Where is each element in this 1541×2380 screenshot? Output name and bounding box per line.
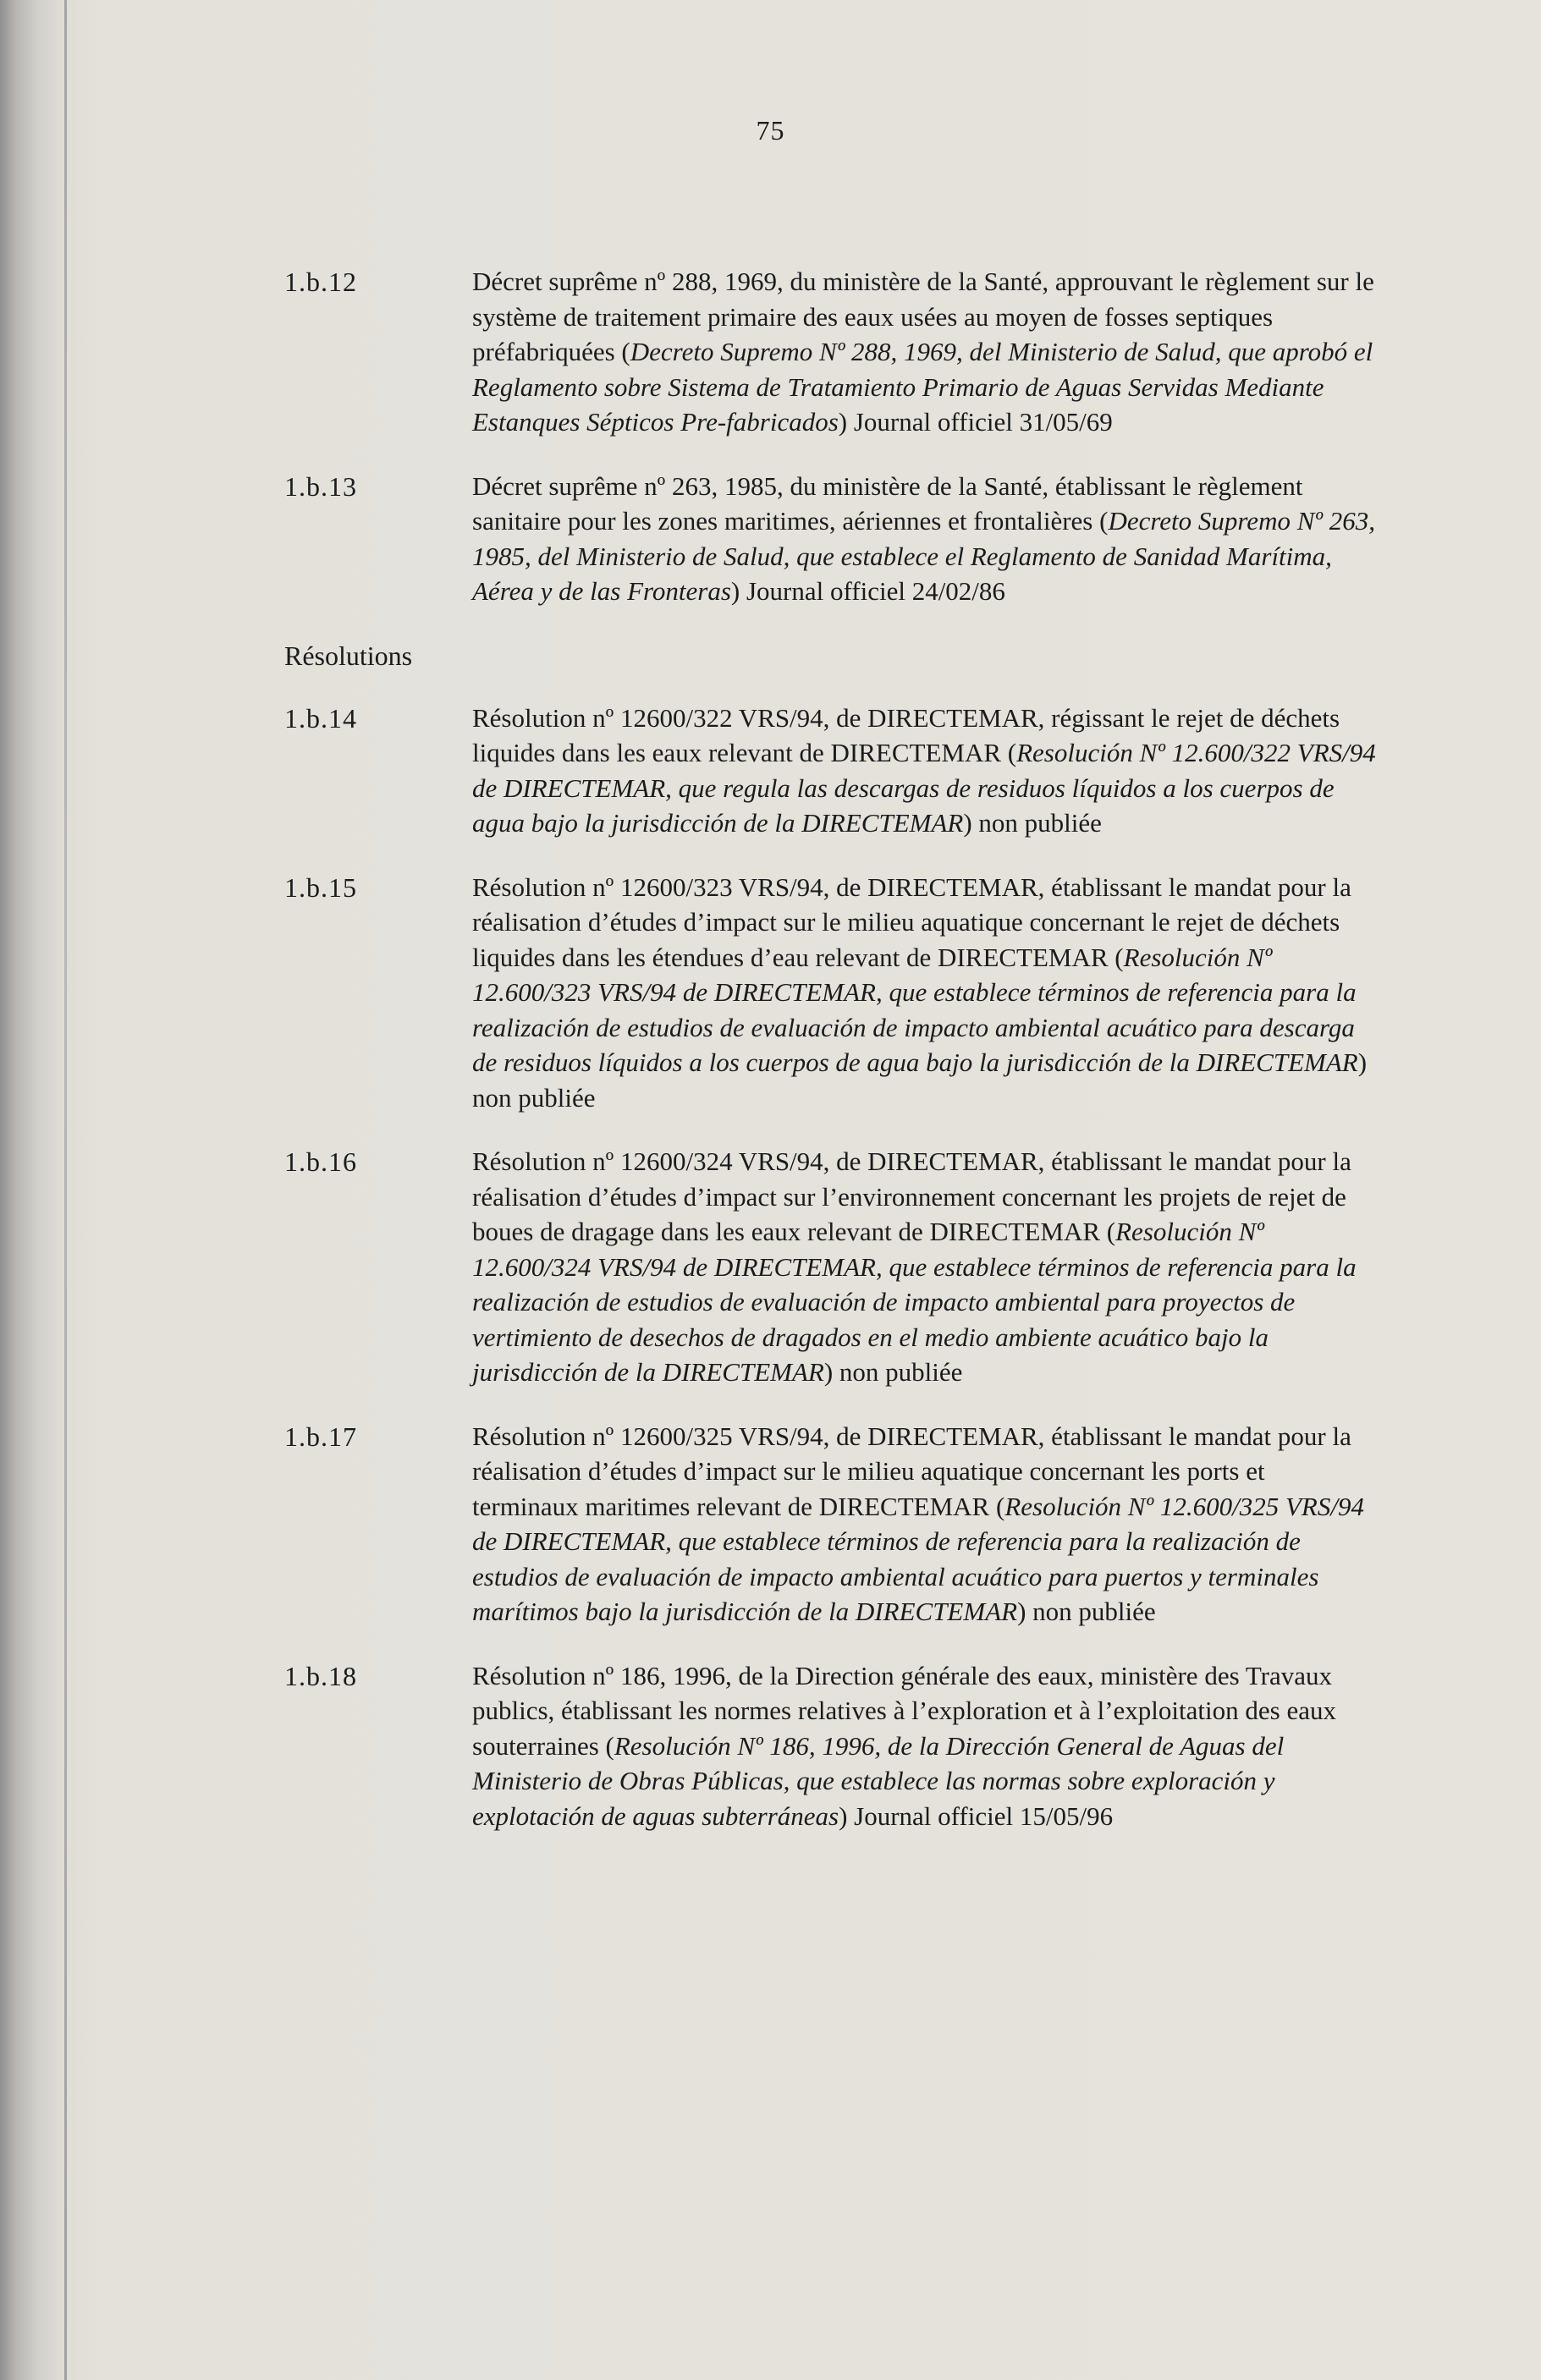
entry-1-b-15 [284,870,1376,1116]
entry-text [472,1419,1376,1630]
entry-text-italic: Resolución Nº 12.600/325 VRS/94 de DIRECTEMAR, que establece términos de referencia para la realización de estudios de evaluación de impacto ambiental acuático para puertos y terminales marítimos bajo la jurisdicción de la DIRECTEMAR [472,1491,1364,1626]
entry-text-plain: Résolution nº 12600/325 VRS/94, de DIRECTEMAR, établissant le mandat pour la réalisation d’études d’impact sur le milieu aquatique concernant les ports et terminaux maritimes relevant de DIRECTEMAR ( [472,1421,1351,1521]
entry-text-plain: Décret suprême nº 288, 1969, du ministère de la Santé, approuvant le règlement sur le système de traitement primaire des eaux usées au moyen de fosses septiques préfabriquées ( [472,267,1374,366]
entry-text-plain: Résolution nº 12600/322 VRS/94, de DIRECTEMAR, régissant le rejet de déchets liquides dans les eaux relevant de DIRECTEMAR ( [472,702,1340,767]
entry-text [472,870,1376,1116]
section-heading: Résolutions [284,640,413,671]
entry-text-plain: Résolution nº 12600/323 VRS/94, de DIRECTEMAR, établissant le mandat pour la réalisation d’études d’impact sur le milieu aquatique concernant le rejet de déchets liquides dans les étendues d’eau relevant de DIRECTEMAR ( [472,871,1351,972]
entry-text-italic: Decreto Supremo Nº 288, 1969, del Ministerio de Salud, que aprobó el Reglamento sobre Sistema de Tratamiento Primario de Aguas Servidas Mediante Estanques Sépticos Pre-fabricados [472,337,1373,437]
entry-text-italic: Resolución Nº 12.600/323 VRS/94 de DIRECTEMAR, que establece términos de referencia para la realización de estudios de evaluación de impacto ambiental acuático para descarga de residuos líquidos a los cuerpos de agua bajo la jurisdicción de la DIRECTEMAR [472,942,1358,1077]
entry-id: 1.b.14 [284,702,357,734]
entry-text-italic: Resolución Nº 186, 1996, de la Dirección General de Aguas del Ministerio de Obras Públicas, que establece las normas sobre exploración y explotación de aguas subterráneas [472,1730,1285,1831]
entry-text [472,1658,1376,1834]
entry-text-plain: Résolution nº 186, 1996, de la Direction générale des eaux, ministère des Travaux publics, établissant les normes relatives à l’exploration et à l’exploitation des eaux souterraines ( [472,1660,1336,1761]
entry-1-b-12 [284,264,1376,440]
entry-text-tail: ) non publiée [472,1047,1368,1113]
entry-1-b-18 [284,1658,1376,1834]
entry-text-plain: Décret suprême nº 263, 1985, du ministère de la Santé, établissant le règlement sanitaire pour les zones maritimes, aériennes et frontalières ( [472,470,1303,536]
entry-text-italic: Decreto Supremo Nº 263, 1985, del Ministerio de Salud, que establece el Reglamento de Sanidad Marítima, Aérea y de las Fronteras [472,506,1375,606]
entry-id: 1.b.12 [284,267,357,297]
page-fold-shadow [64,0,67,2380]
entry-1-b-16 [284,1144,1376,1390]
entry-id: 1.b.13 [284,470,357,502]
entry-text-italic: Resolución Nº 12.600/324 VRS/94 de DIRECTEMAR, que establece términos de referencia para la realización de estudios de evaluación de impacto ambiental para proyectos de vertimiento de desechos de dragados en el medio ambiente acuático bajo la jurisdicción de la DIRECTEMAR [472,1217,1357,1387]
entry-text [472,264,1376,440]
entry-text-tail: ) non publiée [823,1357,963,1387]
entry-text [472,1144,1376,1390]
entry-text-tail: ) Journal officiel 15/05/96 [839,1800,1114,1831]
entry-text-plain: Résolution nº 12600/324 VRS/94, de DIRECTEMAR, établissant le mandat pour la réalisation d’études d’impact sur l’environnement concernant les projets de rejet de boues de dragage dans les eaux relevant de DIRECTEMAR ( [472,1146,1351,1246]
entry-text-tail: ) Journal officiel 31/05/69 [838,407,1113,437]
entry-text-tail: ) non publiée [963,808,1102,838]
page-number: 75 [756,115,785,146]
entry-1-b-17 [284,1419,1376,1630]
entry-id: 1.b.17 [284,1421,357,1452]
entry-text [472,469,1376,609]
entry-1-b-13 [284,469,1376,609]
entry-text [472,701,1376,841]
entries-list [284,264,1376,1862]
entry-id: 1.b.18 [284,1660,357,1691]
entry-text-italic: Resolución Nº 12.600/322 VRS/94 de DIRECTEMAR, que regula las descargas de residuos líquidos a los cuerpos de agua bajo la jurisdicción de la DIRECTEMAR [472,738,1376,838]
entry-id: 1.b.16 [284,1146,357,1177]
entry-text-tail: ) non publiée [1017,1597,1156,1626]
entry-text-tail: ) Journal officiel 24/02/86 [730,576,1005,606]
entry-1-b-14 [284,701,1376,841]
entry-id: 1.b.15 [284,871,357,903]
